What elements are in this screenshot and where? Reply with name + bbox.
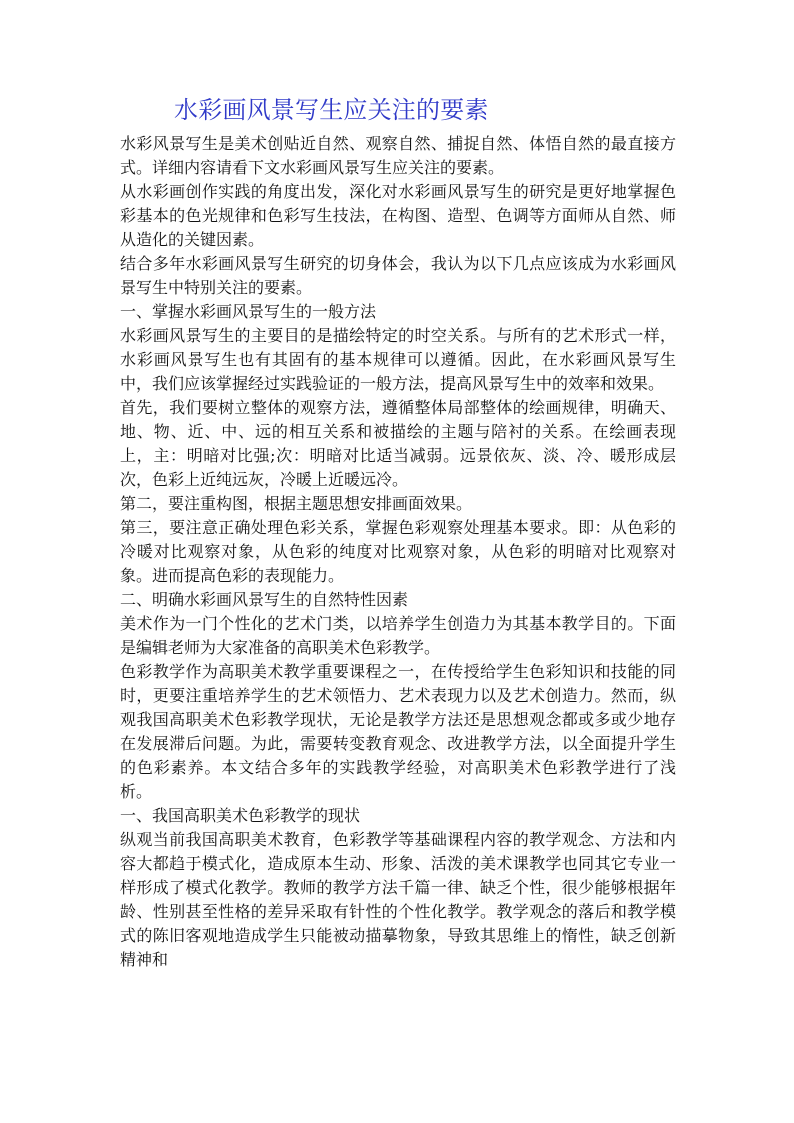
paragraph: 美术作为一门个性化的艺术门类，以培养学生创造力为其基本教学目的。下面是编辑老师为大家准备的高职美术色彩教学。 (120, 614, 676, 657)
section-heading: 一、我国高职美术色彩教学的现状 (120, 806, 361, 825)
document-page (120, 96, 676, 972)
paragraph: 水彩风景写生是美术创贴近自然、观察自然、捕捉自然、体悟自然的最直接方式。详细内容请看下文水彩画风景写生应关注的要素。 (120, 134, 676, 177)
section-heading: 二、明确水彩画风景写生的自然特性因素 (120, 590, 409, 609)
paragraph: 第二，要注重构图，根据主题思想安排画面效果。 (120, 494, 473, 513)
paragraph: 第三，要注意正确处理色彩关系，掌握色彩观察处理基本要求。即：从色彩的冷暖对比观察对象，从色彩的纯度对比观察对象，从色彩的明暗对比观察对象。进而提高色彩的表现能力。 (120, 518, 676, 585)
paragraph: 从水彩画创作实践的角度出发，深化对水彩画风景写生的研究是更好地掌握色彩基本的色光规律和色彩写生技法，在构图、造型、色调等方面师从自然、师从造化的关键因素。 (120, 182, 676, 249)
paragraph: 水彩画风景写生的主要目的是描绘特定的时空关系。与所有的艺术形式一样，水彩画风景写生也有其固有的基本规律可以遵循。因此，在水彩画风景写生中，我们应该掌握经过实践验证的一般方法，提高风景写生中的效率和效果。 (120, 326, 676, 393)
paragraph: 首先，我们要树立整体的观察方法，遵循整体局部整体的绘画规律，明确天、地、物、近、中、远的相互关系和被描绘的主题与陪衬的关系。在绘画表现上，主：明暗对比强;次：明暗对比适当减弱。远景依灰、淡、冷、暖形成层次，色彩上近纯远灰，冷暖上近暖远冷。 (120, 398, 676, 489)
paragraph: 色彩教学作为高职美术教学重要课程之一，在传授给学生色彩知识和技能的同时，更要注重培养学生的艺术领悟力、艺术表现力以及艺术创造力。然而，纵观我国高职美术色彩教学现状，无论是教学方法还是思想观念都或多或少地存在发展滞后问题。为此，需要转变教育观念、改进教学方法，以全面提升学生的色彩素养。本文结合多年的实践教学经验，对高职美术色彩教学进行了浅析。 (120, 662, 676, 801)
paragraph: 纵观当前我国高职美术教育，色彩教学等基础课程内容的教学观念、方法和内容大都趋于模式化，造成原本生动、形象、活泼的美术课教学也同其它专业一样形成了模式化教学。教师的教学方法千篇一律、缺乏个性，很少能够根据年龄、性别甚至性格的差异采取有针性的个性化教学。教学观念的落后和教学模式的陈旧客观地造成学生只能被动描摹物象，导致其思维上的惰性，缺乏创新精神和 (120, 830, 676, 969)
section-heading: 一、掌握水彩画风景写生的一般方法 (120, 302, 377, 321)
paragraph: 结合多年水彩画风景写生研究的切身体会，我认为以下几点应该成为水彩画风景写生中特别关注的要素。 (120, 254, 676, 297)
document-title: 水彩画风景写生应关注的要素 (174, 96, 489, 124)
